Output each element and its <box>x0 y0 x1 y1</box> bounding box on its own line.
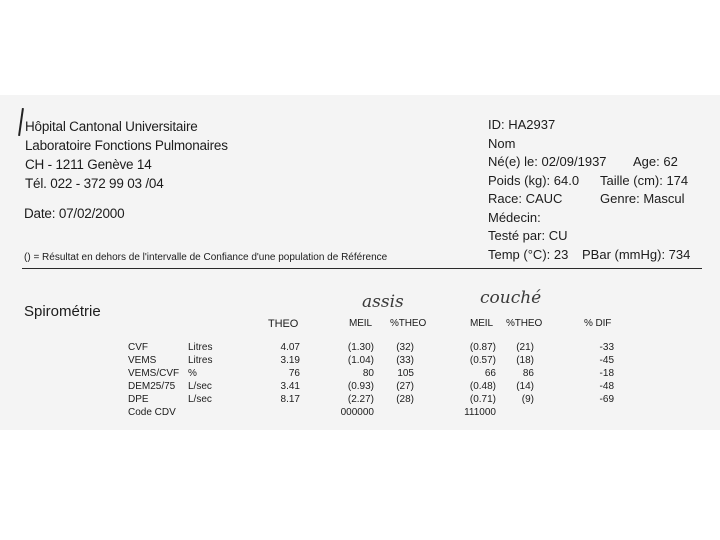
dif-column <box>582 341 614 419</box>
meil-assis-cell: 80 <box>362 368 374 379</box>
param-cell: DEM25/75 <box>128 381 176 392</box>
lab-name: Laboratoire Fonctions Pulmonaires <box>25 138 228 153</box>
meil-couche-cell: 111000 <box>464 407 496 418</box>
patient-name: Nom <box>488 136 516 151</box>
unit-cell: L/sec <box>188 381 212 392</box>
unit-cell: L/sec <box>188 394 212 405</box>
param-column <box>128 341 179 419</box>
theo-column <box>260 341 300 419</box>
handwritten-assis: assis <box>362 292 404 312</box>
hospital-name: Hôpital Cantonal Universitaire <box>25 119 198 134</box>
patient-id: ID: HA2937 <box>488 117 556 132</box>
patient-age: Age: 62 <box>633 154 678 169</box>
patient-birthdate: Né(e) le: 02/09/1937 <box>488 154 607 169</box>
meil-couche-cell: (0.71) <box>469 394 496 405</box>
unit-cell <box>188 406 212 419</box>
pct-assis-cell: (32) <box>396 342 414 353</box>
hospital-phone: Tél. 022 - 372 99 03 /04 <box>25 176 164 191</box>
pct-assis-cell <box>382 406 414 419</box>
pct-assis-column <box>382 341 414 419</box>
unit-cell: % <box>188 368 197 379</box>
confidence-legend: () = Résultat en dehors de l'intervalle de Confiance d'une population de Référence <box>24 252 388 263</box>
temperature: Temp (°C): 23 <box>488 247 569 262</box>
param-cell: VEMS/CVF <box>128 368 180 379</box>
dif-cell: -69 <box>599 394 614 405</box>
param-cell: DPE <box>128 394 149 405</box>
col-header-theo: THEO <box>268 318 299 330</box>
unit-cell: Litres <box>188 342 213 353</box>
unit-cell: Litres <box>188 355 213 366</box>
hospital-address: CH - 1211 Genève 14 <box>25 157 152 172</box>
theo-cell: 76 <box>288 368 300 379</box>
pct-assis-cell: 105 <box>397 368 414 379</box>
dif-cell: -33 <box>599 342 614 353</box>
col-header-meil-assis: MEIL <box>349 318 372 329</box>
header-divider <box>22 268 702 269</box>
theo-cell <box>260 406 300 419</box>
col-header-meil-couche: MEIL <box>470 318 493 329</box>
meil-assis-cell: (0.93) <box>347 381 374 392</box>
pct-couche-cell: (14) <box>516 381 534 392</box>
dif-cell <box>582 406 614 419</box>
unit-column <box>188 341 212 419</box>
meil-couche-cell: (0.57) <box>469 355 496 366</box>
patient-gender: Genre: Mascul <box>600 191 685 206</box>
meil-couche-cell: (0.87) <box>469 342 496 353</box>
param-cell: Code CDV <box>128 407 176 418</box>
meil-couche-column <box>452 341 496 419</box>
pct-couche-cell <box>502 406 534 419</box>
param-cell: VEMS <box>128 355 157 366</box>
pct-assis-cell: (33) <box>396 355 414 366</box>
theo-cell: 3.41 <box>280 381 300 392</box>
meil-assis-column <box>330 341 374 419</box>
col-header-pct-dif: % DIF <box>584 318 612 329</box>
section-title: Spirométrie <box>24 303 101 320</box>
theo-cell: 3.19 <box>280 355 300 366</box>
dif-cell: -18 <box>599 368 614 379</box>
dif-cell: -48 <box>599 381 614 392</box>
pct-assis-cell: (28) <box>396 394 414 405</box>
theo-cell: 4.07 <box>280 342 300 353</box>
pct-couche-cell: (18) <box>516 355 534 366</box>
meil-assis-cell: (2.27) <box>347 394 374 405</box>
tested-by: Testé par: CU <box>488 228 568 243</box>
meil-assis-cell: (1.30) <box>347 342 374 353</box>
patient-height: Taille (cm): 174 <box>600 173 689 188</box>
meil-assis-cell: (1.04) <box>347 355 374 366</box>
patient-weight: Poids (kg): 64.0 <box>488 173 580 188</box>
pct-couche-cell: 86 <box>522 368 534 379</box>
pct-couche-cell: (9) <box>521 394 534 405</box>
pct-couche-cell: (21) <box>516 342 534 353</box>
meil-couche-cell: (0.48) <box>469 381 496 392</box>
physician: Médecin: <box>488 210 541 225</box>
pct-assis-cell: (27) <box>396 381 414 392</box>
patient-race: Race: CAUC <box>488 191 563 206</box>
barometric-pressure: PBar (mmHg): 734 <box>582 247 691 262</box>
col-header-pct-assis: %THEO <box>390 318 427 329</box>
theo-cell: 8.17 <box>280 394 300 405</box>
dif-cell: -45 <box>599 355 614 366</box>
col-header-pct-couche: %THEO <box>506 318 543 329</box>
handwritten-couche: couché <box>480 288 542 308</box>
report-date: Date: 07/02/2000 <box>24 206 125 221</box>
meil-assis-cell: 000000 <box>340 407 374 418</box>
hospital-header <box>25 117 228 193</box>
meil-couche-cell: 66 <box>484 368 496 379</box>
param-cell: CVF <box>128 342 148 353</box>
pct-couche-column <box>502 341 534 419</box>
